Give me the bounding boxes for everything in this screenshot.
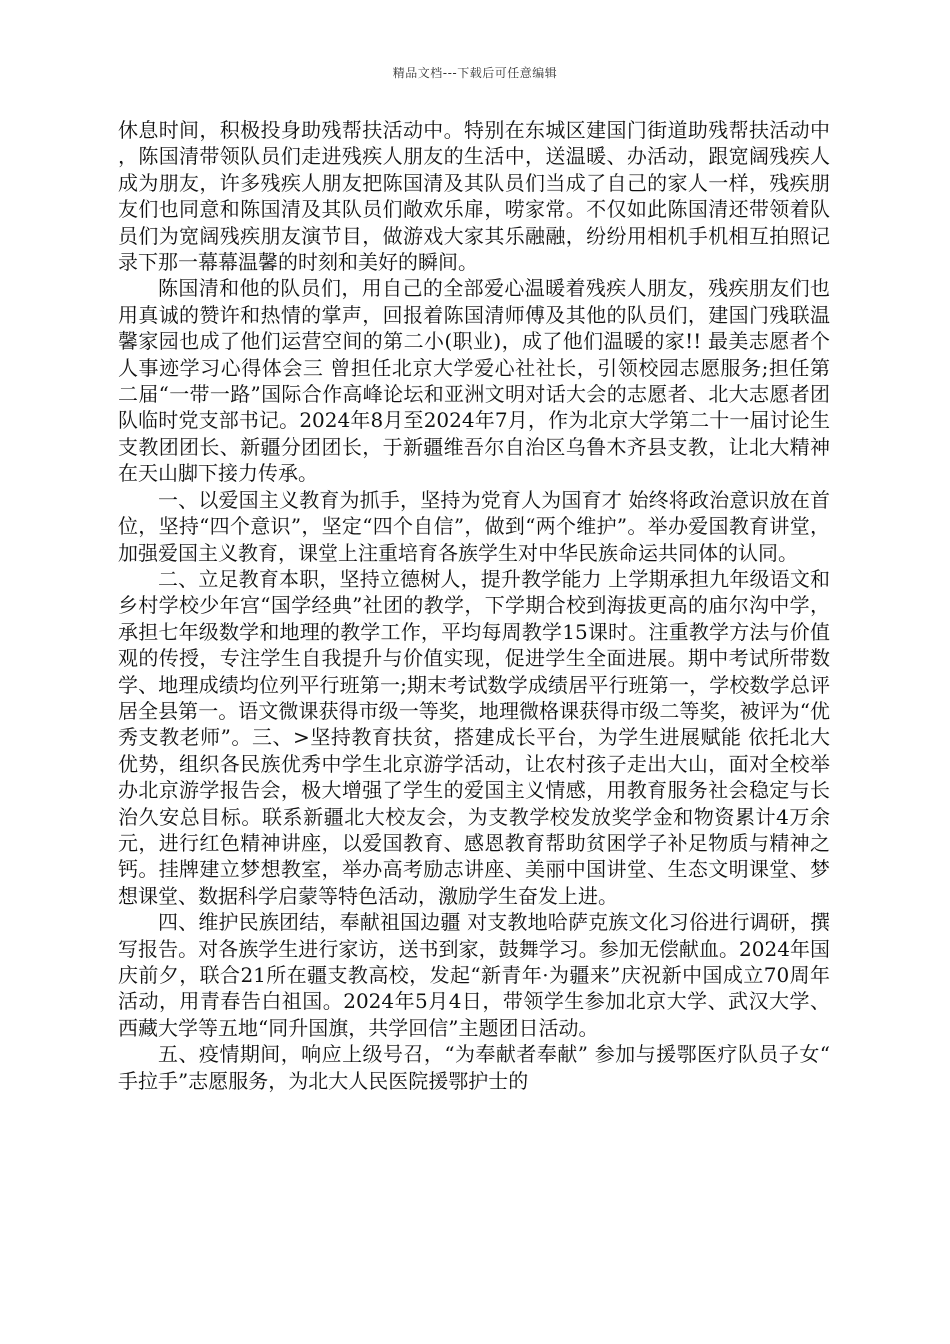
paragraph-6: 五、疫情期间，响应上级号召，“为奉献者奉献” 参加与援鄂医疗队员子女“手拉手”志愿服务，为北大人民医院援鄂护士的 [118,1042,830,1093]
page-header: 精品文档---下载后可任意编辑 [392,66,558,80]
paragraph-1: 休息时间，积极投身助残帮扶活动中。特别在东城区建国门街道助残帮扶活动中，陈国清带领队员们走进残疾人朋友的生活中，送温暖、办活动，跟宽阔残疾人成为朋友，许多残疾人朋友把陈国清及其队员们当成了自己的家人一样，残疾朋友们也同意和陈国清及其队员们敞欢乐扉，唠家常。不仅如此陈国清还带领着队员们为宽阔残疾朋友演节目，做游戏大家其乐融融，纷纷用相机手机相互拍照记录下那一幕幕温馨的时刻和美好的瞬间。 [118,118,830,275]
paragraph-5: 四、维护民族团结，奉献祖国边疆 对支教地哈萨克族文化习俗进行调研，撰写报告。对各族学生进行家访，送书到家，鼓舞学习。参加无偿献血。2024年国庆前夕，联合21所在疆支教高校，发起“新青年·为疆来”庆祝新中国成立70周年活动，用青春告白祖国。2024年5月4日，带领学生参加北京大学、武汉大学、西藏大学等五地“同升国旗，共学回信”主题团日活动。 [118,910,830,1040]
paragraph-2: 陈国清和他的队员们，用自己的全部爱心温暖着残疾人朋友，残疾朋友们也用真诚的赞许和热情的掌声，回报着陈国清师傅及其他的队员们，建国门残联温馨家园也成了他们运营空间的第二小(职业)，成了他们温暖的家!! 最美志愿者个人事迹学习心得体会三 曾担任北京大学爱心社社长，引领校园志愿服务;担任第二届“一带一路”国际合作高峰论坛和亚洲文明对话大会的志愿者、北大志愿者团队临时党支部书记。2024年8月至2024年7月，作为北京大学第二十一届讨论生支教团团长、新疆分团团长，于新疆维吾尔自治区乌鲁木齐县支教，让北大精神在天山脚下接力传承。 [118,276,830,486]
paragraph-4: 二、立足教育本职，坚持立德树人，提升教学能力 上学期承担九年级语文和乡村学校少年宫“国学经典”社团的教学，下学期合校到海拔更高的庙尔沟中学，承担七年级数学和地理的教学工作，平均每周教学15课时。注重教学方法与价值观的传授，专注学生自我提升与价值实现，促进学生全面进展。期中考试所带数学、地理成绩均位列平行班第一;期末考试数学成绩居平行班第一，学校数学总评居全县第一。语文微课获得市级一等奖，地理微格课获得市级二等奖，被评为“优秀支教老师”。三、>坚持教育扶贫，搭建成长平台，为学生进展赋能 依托北大优势，组织各民族优秀中学生北京游学活动，让农村孩子走出大山，面对全校举办北京游学报告会，极大增强了学生的爱国主义情感，用教育服务社会稳定与长治久安总目标。联系新疆北大校友会，为支教学校发放奖学金和物资累计4万余元，进行红色精神讲座，以爱国教育、感恩教育帮助贫困学子补足物质与精神之钙。挂牌建立梦想教室，举办高考励志讲座、美丽中国讲堂、生态文明课堂、梦想课堂、数据科学启蒙等特色活动，激励学生奋发上进。 [118,566,830,908]
document-body [118,117,830,1094]
paragraph-3: 一、以爱国主义教育为抓手，坚持为党育人为国育才 始终将政治意识放在首位，坚持“四个意识”，坚定“四个自信”，做到“两个维护”。举办爱国教育讲堂，加强爱国主义教育，课堂上注重培育各族学生对中华民族命运共同体的认同。 [118,487,830,565]
